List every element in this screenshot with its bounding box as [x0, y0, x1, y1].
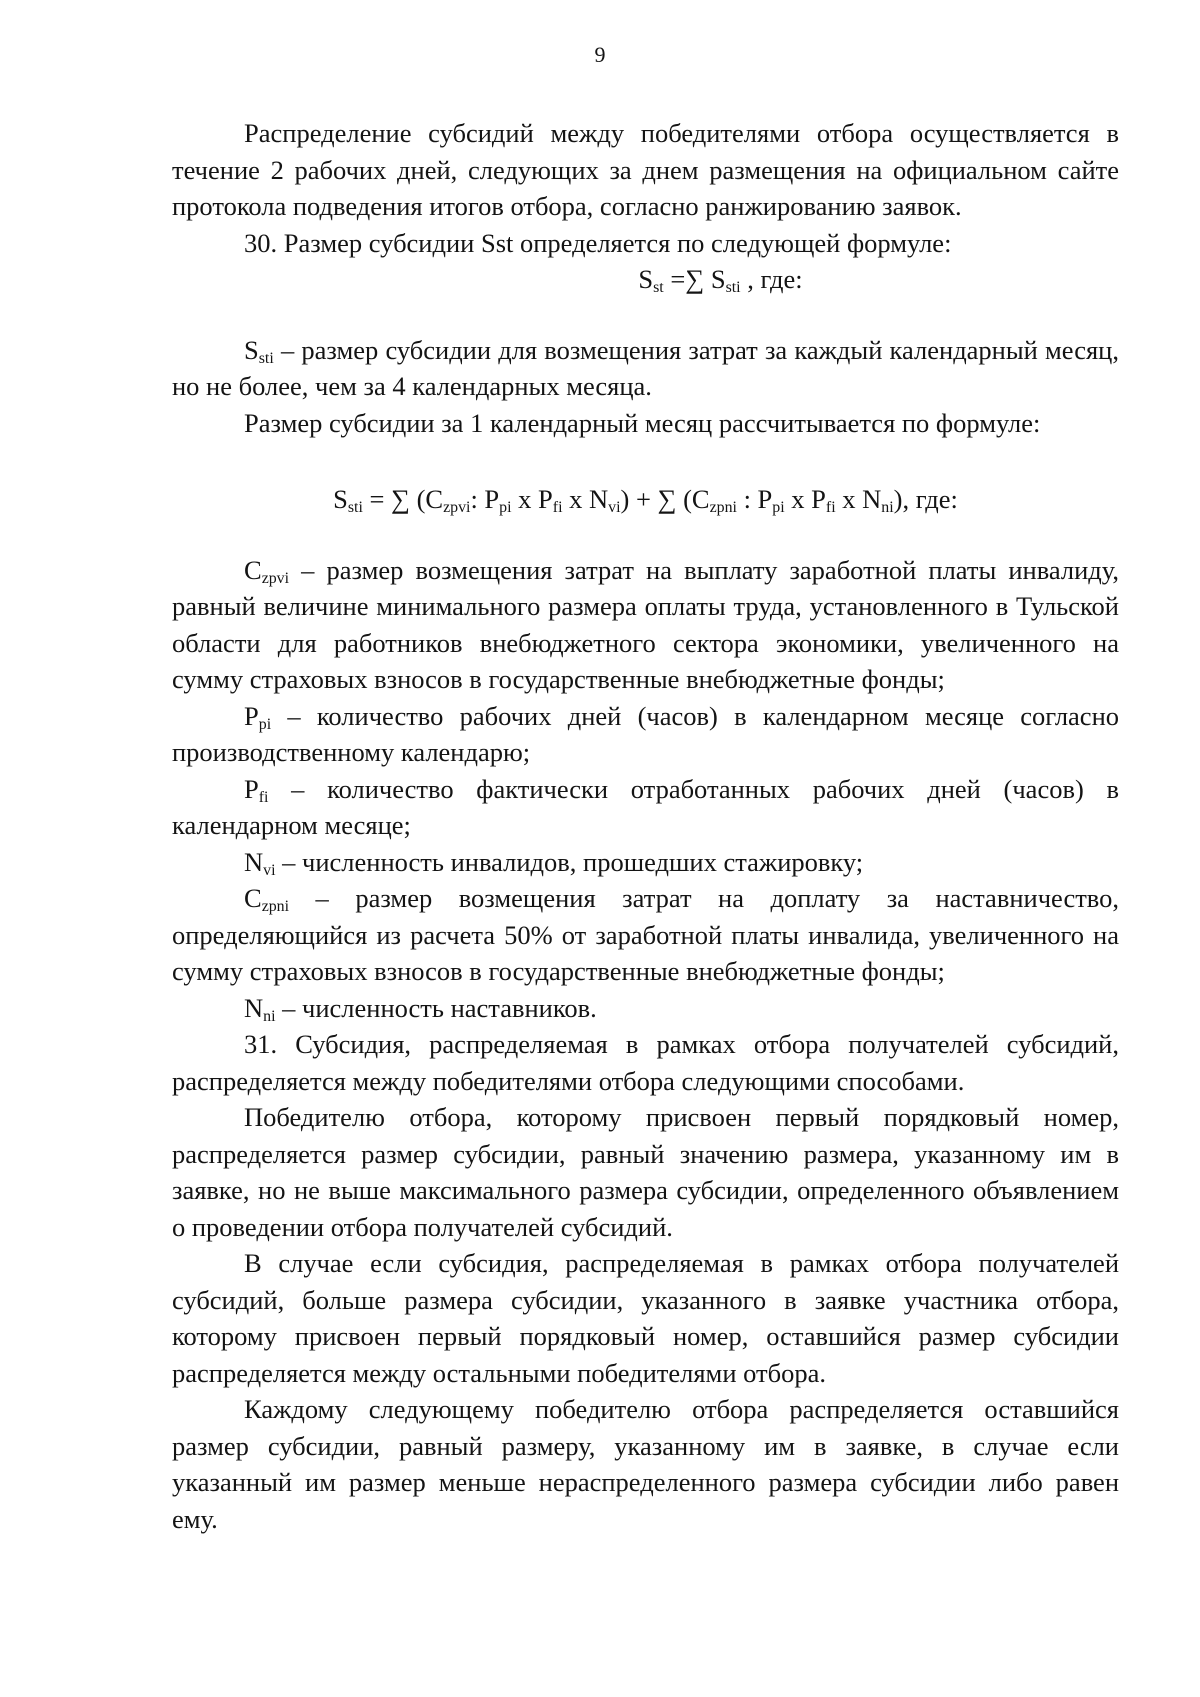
formula-part: x N: [835, 484, 882, 514]
paragraph-distribution-term: Распределение субсидий между победителями отбора осуществляется в течение 2 рабочих дней, следующих за днем размещения на официальном сайте протокола подведения итогов отбора, согласно ранжированию заявок.: [172, 118, 1119, 221]
formula-subscript: ni: [881, 498, 894, 516]
page-number: 9: [594, 42, 606, 67]
symbol-subscript: pi: [258, 715, 272, 733]
formula-part: =∑ S: [663, 264, 726, 294]
paragraph-31: 31. Субсидия, распределяемая в рамках отбора получателей субсидий, распределяется между победителями отбора следующими способами.: [172, 1029, 1119, 1096]
formula-part: x P: [784, 484, 826, 514]
formula-part: x N: [562, 484, 609, 514]
definition-ppi: [172, 698, 1119, 771]
formula-sst: [172, 261, 1119, 298]
symbol: C: [244, 554, 262, 585]
formula-subscript: zpvi: [443, 498, 471, 516]
definition-text: – размер возмещения затрат на доплату за наставничество, определяющийся из расчета 50% от заработной платы инвалида, увеличенного на сумму страховых взносов в государственные внебюджетные фонды;: [172, 883, 1119, 986]
formula-subscript: sti: [347, 498, 363, 516]
document-body: [172, 115, 1119, 1537]
formula-part: : P: [736, 484, 773, 514]
paragraph-first-winner: Победителю отбора, которому присвоен первый порядковый номер, распределяется размер субсидии, равный значению размера, указанному им в заявке, но не выше максимального размера субсидии, определенного объявлением о проведении отбора получателей субсидий.: [172, 1102, 1119, 1242]
symbol-subscript: zpvi: [261, 569, 290, 587]
symbol: P: [244, 773, 259, 804]
definition-text: – размер возмещения затрат на выплату заработной платы инвалиду, равный величине минимального размера оплаты труда, установленного в Тульской области для работников внебюджетного сектора экономики, увеличенного на сумму страховых взносов в государственные внебюджетные фонды;: [172, 554, 1119, 694]
formula-part: ) + ∑ (C: [620, 484, 710, 514]
formula-subscript: fi: [552, 498, 563, 516]
symbol: C: [244, 883, 262, 913]
definition-czpvi: [172, 552, 1119, 698]
formula-subscript: zpni: [709, 498, 737, 516]
formula-part: ), где:: [893, 484, 958, 514]
definition-text: – количество фактически отработанных рабочих дней (часов) в календарном месяце;: [172, 773, 1119, 840]
symbol-subscript: sti: [258, 349, 274, 367]
paragraph-30: 30. Размер субсидии Sst определяется по следующей формуле:: [244, 227, 952, 258]
definition-nni: [172, 990, 1119, 1027]
definition-pfi: [172, 771, 1119, 844]
paragraph-remaining-distribution: В случае если субсидия, распределяемая в рамках отбора получателей субсидий, больше размера субсидии, указанного в заявке участника отбора, которому присвоен первый порядковый номер, оставшийся размер субсидии распределяется между остальными победителями отбора.: [172, 1248, 1119, 1388]
definition-ssti: [172, 332, 1119, 405]
symbol: P: [244, 700, 259, 731]
formula-part: , где:: [740, 264, 803, 294]
symbol-subscript: zpni: [261, 897, 290, 915]
symbol-subscript: ni: [263, 1007, 276, 1025]
definition-text: – численность наставников.: [275, 992, 597, 1023]
definition-text: – количество рабочих дней (часов) в календарном месяце согласно производственному календарю;: [172, 700, 1119, 767]
formula-subscript: fi: [825, 498, 836, 516]
definition-text: – размер субсидии для возмещения затрат за каждый календарный месяц, но не более, чем за 4 календарных месяца.: [172, 334, 1119, 401]
formula-ssti: [172, 481, 1119, 518]
paragraph-each-next-winner: Каждому следующему победителю отбора распределяется оставшийся размер субсидии, равный размеру, указанному им в заявке, в случае если указанный им размер меньше нераспределенного размера субсидии либо равен ему.: [172, 1394, 1119, 1534]
formula-part: S: [333, 484, 348, 514]
formula-part: x P: [511, 484, 553, 514]
formula-subscript: pi: [499, 498, 512, 516]
symbol: N: [244, 846, 264, 877]
paragraph-monthly-formula-intro: Размер субсидии за 1 календарный месяц рассчитывается по формуле:: [244, 407, 1041, 438]
definition-czpni: [172, 880, 1119, 990]
definition-text: – численность инвалидов, прошедших стажировку;: [275, 846, 864, 877]
definition-nvi: [172, 844, 1119, 881]
symbol: N: [244, 992, 264, 1023]
formula-part: S: [638, 264, 654, 294]
symbol: S: [244, 334, 259, 365]
formula-subscript: pi: [772, 498, 785, 516]
formula-subscript: vi: [608, 498, 621, 516]
formula-part: : P: [470, 484, 500, 514]
symbol-subscript: vi: [263, 861, 276, 879]
formula-subscript: st: [653, 278, 664, 296]
formula-subscript: sti: [725, 278, 741, 296]
symbol-subscript: fi: [258, 788, 269, 806]
formula-part: = ∑ (C: [362, 484, 444, 514]
